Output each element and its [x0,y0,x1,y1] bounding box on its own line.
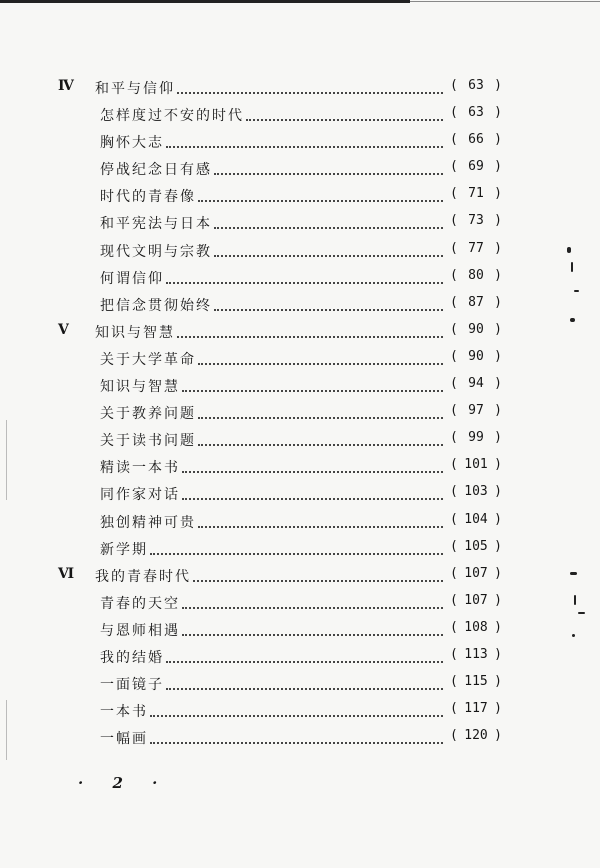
entry-title: 青春的天空 [100,595,180,612]
page-ref-number: 101 [464,457,488,473]
entry-title: 胸怀大志 [100,135,164,152]
page-ref-number: 117 [464,701,488,717]
scan-speck [571,262,573,272]
page-ref: ( 99 ) [450,430,502,446]
section-title: 和平与信仰 [95,81,175,97]
page-ref-number: 90 [468,348,484,364]
toc-entry-row [0,238,600,265]
entry-title: 何谓信仰 [100,270,164,287]
entry-title: 停战纪念日有感 [100,162,212,179]
table-of-contents [0,75,600,752]
page-ref: ( 73 ) [450,213,502,229]
page-ref-number: 63 [468,105,484,121]
dot-leader [182,496,443,500]
toc-entry-row [0,210,600,237]
page-ref: ( 107 ) [450,565,502,581]
page-ref-number: 80 [468,267,484,283]
dot-leader [182,469,443,473]
dot-leader [193,578,443,582]
toc-entry-row [0,265,600,292]
toc-entry-row [0,725,600,752]
entry-title: 现代文明与宗教 [100,243,212,260]
dot-leader [166,686,443,690]
page-ref: ( 115 ) [450,674,502,690]
section-title: 我的青春时代 [95,568,191,585]
toc-section-row [0,319,600,346]
entry-title: 与恩师相遇 [100,622,180,639]
dot-leader [198,415,443,419]
entry-title: 精读一本书 [100,460,180,477]
page-ref-number: 63 [468,78,484,93]
page-ref: ( 105 ) [450,538,502,554]
page-ref-number: 120 [464,728,488,744]
dot-leader [214,171,443,175]
entry-title: 怎样度过不安的时代 [100,108,244,125]
dot-leader [150,713,443,717]
scan-speck [570,572,577,575]
entry-title: 我的结婚 [100,649,164,666]
dot-leader [177,90,443,94]
page-ref: ( 97 ) [450,403,502,419]
page-ref-number: 69 [468,159,484,175]
page-ref: ( 71 ) [450,186,502,202]
dot-leader [177,334,443,338]
dot-leader [166,144,443,148]
toc-entry-row [0,183,600,210]
dot-leader [198,442,443,446]
page-number: · 2 · [78,774,170,792]
toc-section-row [0,75,600,102]
toc-entry-row [0,427,600,454]
entry-title: 一本书 [100,704,148,721]
toc-entry-row [0,129,600,156]
page-ref: ( 90 ) [450,348,502,364]
page-ref-number: 90 [468,321,484,337]
entry-title: 同作家对话 [100,487,180,504]
toc-entry-row [0,481,600,508]
dot-leader [166,659,443,663]
page-ref-number: 107 [464,592,488,608]
entry-title: 知识与智慧 [100,379,180,396]
page-ref-number: 113 [464,646,488,662]
toc-entry-row [0,590,600,617]
scan-speck [570,318,575,322]
toc-entry-row [0,156,600,183]
entry-title: 和平宪法与日本 [100,216,212,233]
page-ref: ( 94 ) [450,376,502,392]
dot-leader [198,361,443,365]
toc-entry-row [0,509,600,536]
dot-leader [182,388,443,392]
entry-title: 一幅画 [100,731,148,748]
page-ref: ( 103 ) [450,484,502,500]
page-ref-number: 97 [468,403,484,419]
toc-entry-row [0,102,600,129]
page-ref: ( 77 ) [450,240,502,256]
dot-leader [214,253,443,257]
toc-entry-row [0,373,600,400]
page-ref: ( 80 ) [450,267,502,283]
page-ref-number: 104 [464,511,488,527]
entry-title: 把信念贯彻始终 [100,297,212,314]
scan-speck [572,634,575,637]
page-ref: ( 104 ) [450,511,502,527]
dot-leader [246,117,443,121]
section-numeral: Ⅵ [58,565,75,582]
scan-speck [574,290,579,292]
page-ref: ( 113 ) [450,646,502,662]
toc-entry-row [0,346,600,373]
section-numeral: Ⅴ [58,321,69,338]
page-ref: ( 108 ) [450,619,502,635]
page-ref: ( 90 ) [450,321,502,337]
top-edge-rule [0,0,410,3]
entry-title: 独创精神可贵 [100,514,196,531]
page-ref: ( 117 ) [450,701,502,717]
page-ref-number: 94 [468,376,484,392]
toc-entry-row [0,536,600,563]
toc-section-row [0,563,600,590]
toc-entry-row [0,292,600,319]
page-ref-number: 66 [468,132,484,148]
dot-leader [198,524,443,528]
dot-leader [182,605,443,609]
section-title: 知识与智慧 [95,324,175,341]
entry-title: 关于读书问题 [100,433,196,450]
page-ref: ( 66 ) [450,132,502,148]
entry-title: 时代的青春像 [100,189,196,206]
dot-leader [150,740,443,744]
page-ref-number: 108 [464,619,488,635]
top-edge-rule-faint [410,1,600,2]
page-ref: ( 69 ) [450,159,502,175]
page-ref-number: 107 [464,565,488,581]
page-ref-number: 105 [464,538,488,554]
section-numeral: Ⅳ [58,78,74,94]
page-ref: ( 63 ) [450,78,502,93]
page-ref: ( 63 ) [450,105,502,121]
page-ref-number: 77 [468,240,484,256]
scan-speck [567,247,571,253]
toc-entry-row [0,671,600,698]
page-ref-number: 115 [464,674,488,690]
toc-entry-row [0,454,600,481]
dot-leader [182,632,443,636]
entry-title: 新学期 [100,541,148,558]
page-ref: ( 120 ) [450,728,502,744]
dot-leader [214,307,443,311]
page-ref-number: 99 [468,430,484,446]
toc-entry-row [0,617,600,644]
scan-speck [578,612,585,614]
page-ref-number: 71 [468,186,484,202]
page-ref-number: 73 [468,213,484,229]
entry-title: 一面镜子 [100,677,164,694]
page-ref: ( 107 ) [450,592,502,608]
dot-leader [150,551,443,555]
dot-leader [214,225,443,229]
entry-title: 关于教养问题 [100,406,196,423]
page-ref: ( 87 ) [450,294,502,310]
dot-leader [198,198,443,202]
page-ref-number: 87 [468,294,484,310]
scan-speck [574,595,576,605]
toc-entry-row [0,400,600,427]
dot-leader [166,280,443,284]
entry-title: 关于大学革命 [100,351,196,368]
toc-entry-row [0,644,600,671]
page-ref: ( 101 ) [450,457,502,473]
page-ref-number: 103 [464,484,488,500]
toc-entry-row [0,698,600,725]
